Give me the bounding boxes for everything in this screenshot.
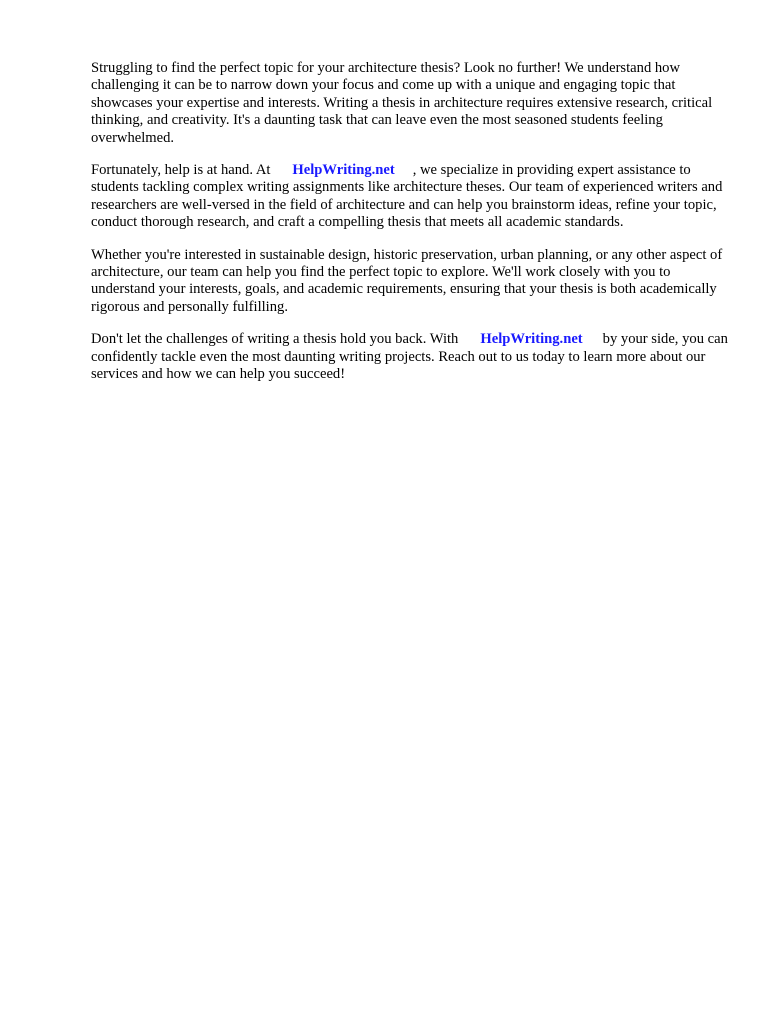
- helpwriting-link[interactable]: HelpWriting.net: [292, 162, 395, 179]
- paragraph-help-rest: , we specialize in providing expert assistance to students tackling complex writing assignments like architecture theses. Our team of experienced writers and researchers are well-versed in the field of architecture and can help you brainstorm ideas, refine your topic, conduct thorough research, and craft a compelling thesis that meets all academic standards.: [91, 162, 723, 231]
- paragraph-topics: Whether you're interested in sustainable design, historic preservation, urban planning, or any other aspect of architecture, our team can help you find the perfect topic to explore. We'll work closely with you to understand your interests, goals, and academic requirements, ensuring that your thesis is both academically rigorous and personally fulfilling.: [91, 246, 723, 315]
- paragraph-intro: Struggling to find the perfect topic for your architecture thesis? Look no further! We understand how challenging it can be to narrow down your focus and come up with a unique and engaging topic that showcases your expertise and interests. Writing a thesis in architecture requires extensive research, critical thinking, and creativity. It's a daunting task that can leave even the most seasoned students feeling overwhelmed.: [91, 60, 713, 146]
- paragraph-help: [91, 162, 731, 232]
- paragraph-closing-rest: by your side, you can confidently tackle even the most daunting writing projects. Reach out to us today to learn more about our services and how we can help you succeed!: [91, 331, 728, 383]
- document-body: [91, 60, 731, 399]
- paragraph-closing-lead: Don't let the challenges of writing a thesis hold you back. With: [91, 331, 459, 348]
- paragraph-closing: [91, 331, 731, 383]
- helpwriting-link-closing[interactable]: HelpWriting.net: [480, 331, 583, 348]
- paragraph-help-lead: Fortunately, help is at hand. At: [91, 162, 271, 179]
